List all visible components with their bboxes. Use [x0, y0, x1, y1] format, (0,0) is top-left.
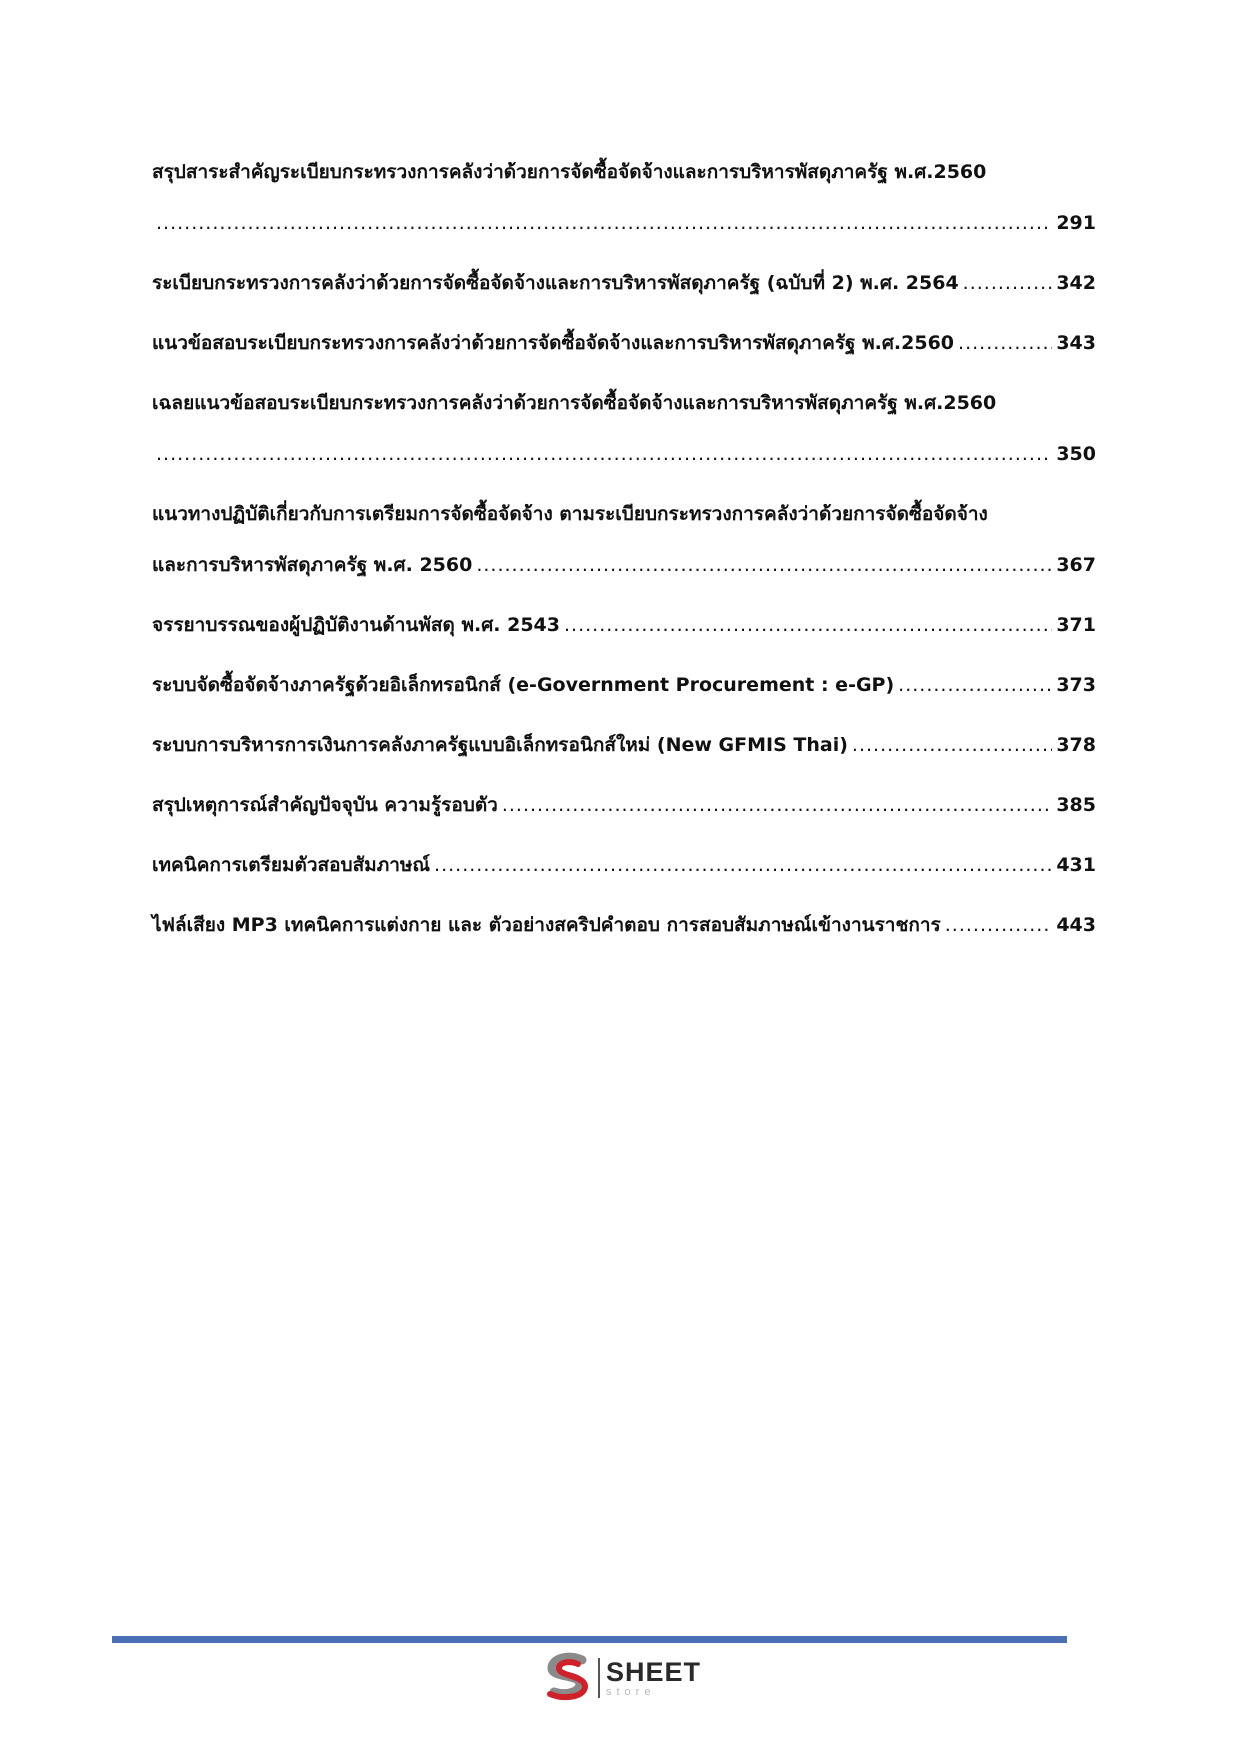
toc-page-number: 385: [1056, 794, 1096, 816]
toc-entry[interactable]: [152, 665, 1096, 705]
toc-title: สรุปเหตุการณ์สำคัญปัจจุบัน ความรู้รอบตัว: [152, 794, 498, 816]
toc-line: [152, 905, 1096, 945]
toc-leader-dots: [156, 434, 1052, 474]
toc-entry[interactable]: [152, 785, 1096, 825]
toc-page-number: 443: [1056, 914, 1096, 936]
toc-line: [152, 725, 1096, 765]
toc-title: สรุปสาระสำคัญระเบียบกระทรวงการคลังว่าด้วยการจัดซื้อจัดจ้างและการบริหารพัสดุภาครัฐ พ.ศ.2560: [152, 161, 987, 183]
toc-line: [152, 383, 1096, 423]
toc-title: และการบริหารพัสดุภาครัฐ พ.ศ. 2560: [152, 554, 473, 576]
toc-page-number: 343: [1056, 332, 1096, 354]
toc-title: เฉลยแนวข้อสอบระเบียบกระทรวงการคลังว่าด้วยการจัดซื้อจัดจ้างและการบริหารพัสดุภาครัฐ พ.ศ.2560: [152, 392, 997, 414]
toc-line: [152, 785, 1096, 825]
toc-title: ระบบจัดซื้อจัดจ้างภาครัฐด้วยอิเล็กทรอนิกส์ (e-Government Procurement : e-GP): [152, 674, 895, 696]
toc-leader-dots: [502, 785, 1052, 825]
toc-line: [152, 494, 1096, 534]
toc-title: จรรยาบรรณของผู้ปฏิบัติงานด้านพัสดุ พ.ศ. 2543: [152, 614, 560, 636]
toc-entry[interactable]: [152, 905, 1096, 945]
toc-title: ไฟล์เสียง MP3 เทคนิคการแต่งกาย และ ตัวอย่างสคริปคำตอบ การสอบสัมภาษณ์เข้างานราชการ: [152, 914, 941, 936]
toc-entry[interactable]: [152, 323, 1096, 363]
toc-title: ระบบการบริหารการเงินการคลังภาครัฐแบบอิเล็กทรอนิกส์ใหม่ (New GFMIS Thai): [152, 734, 848, 756]
toc-leader-dots: [434, 845, 1052, 885]
toc-title: แนวทางปฏิบัติเกี่ยวกับการเตรียมการจัดซื้อจัดจ้าง ตามระเบียบกระทรวงการคลังว่าด้วยการจัดซื้อจัดจ้าง: [152, 503, 988, 525]
toc-leader-dots: [898, 665, 1052, 705]
logo-separator: [598, 1658, 600, 1698]
toc-page-number: 431: [1056, 854, 1096, 876]
toc-title: เทคนิคการเตรียมตัวสอบสัมภาษณ์: [152, 854, 431, 876]
toc-page-number: 350: [1056, 443, 1096, 465]
table-of-contents: [152, 152, 1096, 965]
toc-page-number: 342: [1056, 272, 1096, 294]
toc-entry[interactable]: [152, 845, 1096, 885]
toc-page-number: 378: [1056, 734, 1096, 756]
sheet-store-logo-mark-icon: [542, 1652, 594, 1704]
logo-text: [606, 1656, 702, 1698]
toc-line: [152, 152, 1096, 192]
toc-line: [152, 323, 1096, 363]
toc-title: ระเบียบกระทรวงการคลังว่าด้วยการจัดซื้อจัดจ้างและการบริหารพัสดุภาครัฐ (ฉบับที่ 2) พ.ศ. 2564: [152, 272, 959, 294]
toc-leader-dots: [852, 725, 1052, 765]
toc-line: [152, 845, 1096, 885]
toc-entry[interactable]: [152, 494, 1096, 585]
toc-leader-dots: [958, 323, 1052, 363]
toc-page-number: 371: [1056, 614, 1096, 636]
toc-leader-dots: [476, 545, 1052, 585]
toc-leader-dots: [564, 605, 1052, 645]
sheet-store-logo: [542, 1652, 712, 1704]
logo-word: SHEET: [606, 1656, 702, 1687]
toc-leader-dots: [945, 905, 1053, 945]
footer-rule: [112, 1636, 1067, 1643]
toc-line: [152, 665, 1096, 705]
toc-entry[interactable]: [152, 152, 1096, 243]
toc-entry[interactable]: [152, 605, 1096, 645]
toc-leader-dots: [156, 203, 1052, 243]
toc-line: [152, 545, 1096, 585]
toc-page-number: 367: [1056, 554, 1096, 576]
toc-entry[interactable]: [152, 725, 1096, 765]
toc-leader-dots: [963, 263, 1053, 303]
toc-entry[interactable]: [152, 263, 1096, 303]
toc-line: [152, 263, 1096, 303]
toc-line: [152, 203, 1096, 243]
toc-title: แนวข้อสอบระเบียบกระทรวงการคลังว่าด้วยการจัดซื้อจัดจ้างและการบริหารพัสดุภาครัฐ พ.ศ.2560: [152, 332, 955, 354]
toc-line: [152, 434, 1096, 474]
toc-page-number: 291: [1056, 212, 1096, 234]
toc-line: [152, 605, 1096, 645]
toc-entry[interactable]: [152, 383, 1096, 474]
toc-page-number: 373: [1056, 674, 1096, 696]
logo-subword: store: [606, 1685, 656, 1698]
